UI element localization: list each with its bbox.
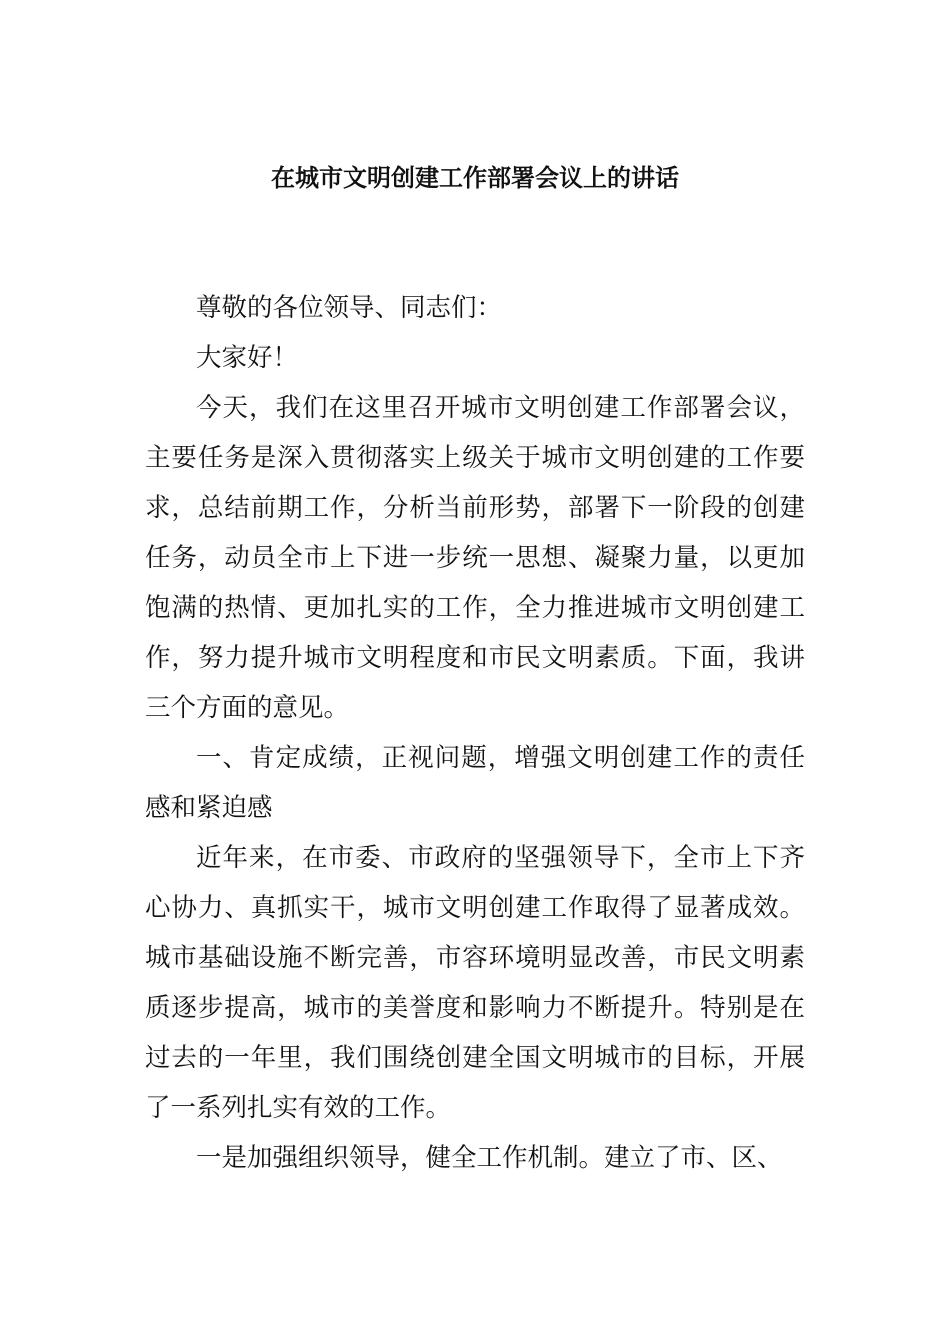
intro-paragraph: 今天，我们在这里召开城市文明创建工作部署会议，主要任务是深入贯彻落实上级关于城市文明创建的工作要求，总结前期工作，分析当前形势，部署下一阶段的创建任务，动员全市上下进一步统一思想、凝聚力量，以更加饱满的热情、更加扎实的工作，全力推进城市文明创建工作，努力提升城市文明程度和市民文明素质。下面，我讲三个方面的意见。 [145,393,805,723]
achievements-paragraph: 近年来，在市委、市政府的坚强领导下，全市上下齐心协力、真抓实干，城市文明创建工作取得了显著成效。城市基础设施不断完善，市容环境明显改善，市民文明素质逐步提高，城市的美誉度和影响力不断提升。特别是在过去的一年里，我们围绕创建全国文明城市的目标，开展了一系列扎实有效的工作。 [145,843,805,1123]
section-heading-1: 一、肯定成绩，正视问题，增强文明创建工作的责任感和紧迫感 [145,743,805,823]
document-title: 在城市文明创建工作部署会议上的讲话 [271,164,679,192]
salutation: 尊敬的各位领导、同志们： [196,293,503,323]
document-body [145,283,805,1183]
greeting: 大家好！ [196,343,299,373]
point-one-paragraph: 一是加强组织领导，健全工作机制。建立了市、区、 [196,1143,783,1173]
